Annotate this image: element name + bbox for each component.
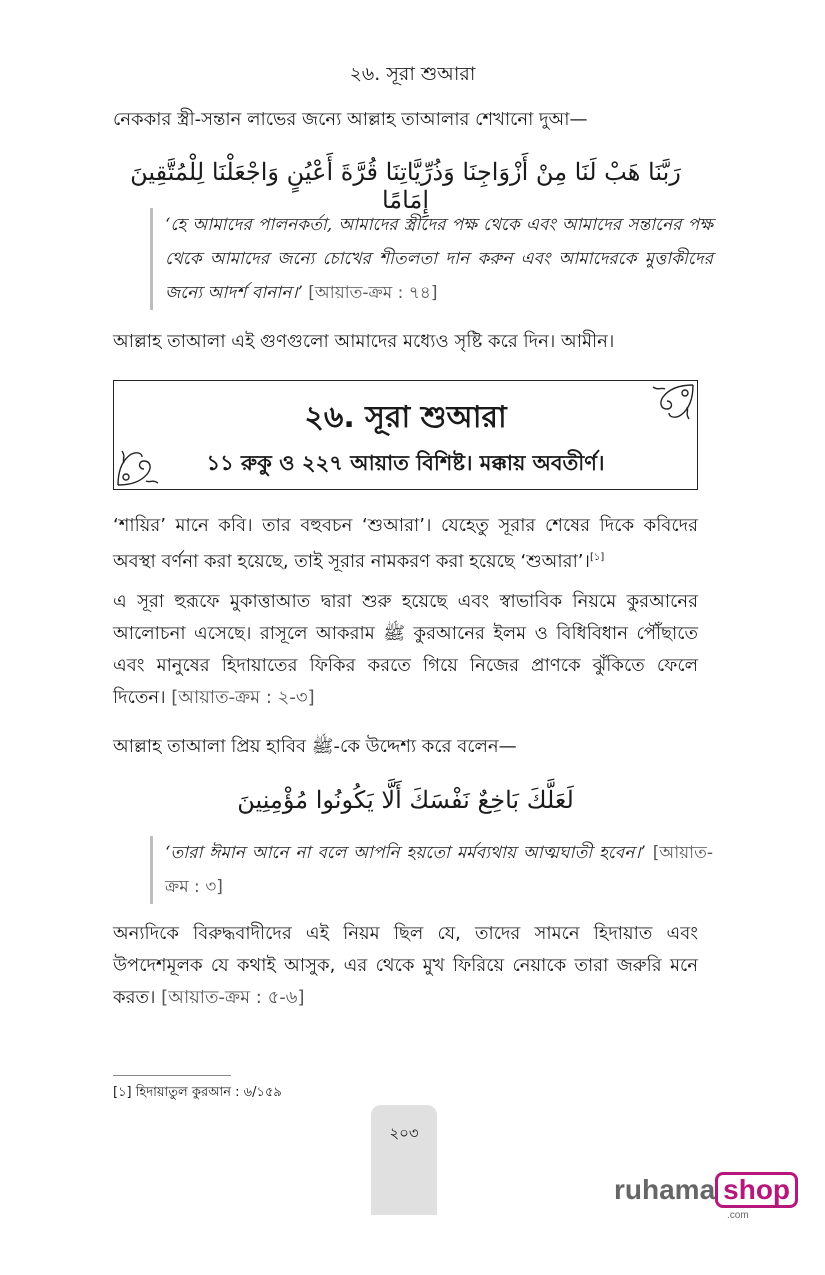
translation-quote-1	[150, 208, 713, 310]
footnote-marker: [১]	[589, 552, 605, 563]
arabic-ayah-2: لَعَلَّكَ بَاخِعٌ نَفْسَكَ أَلَّا يَكُونُوا مُؤْمِنِينَ	[237, 786, 574, 814]
running-header: ২৬. সূরা শুআরা	[349, 63, 476, 85]
paragraph-naming	[113, 510, 698, 578]
surah-title: ২৬. সূরা শুআরা	[304, 400, 507, 435]
ayah-reference: [আয়াত-ক্রম : ২-৩]	[171, 687, 315, 708]
paragraph-text: অন্যদিকে বিরুদ্ধবাদীদের এই নিয়ম ছিল যে, তাদের সামনে হিদায়াত এবং উপদেশমূলক যে কথাই আসুক, এর থেকে মুখ ফিরিয়ে নেয়াকে তারা জরুরি মনে করত।	[113, 923, 698, 1008]
logo-domain-suffix: .com	[727, 1210, 749, 1221]
ayah-reference: [আয়াত-ক্রম : ৩]	[165, 843, 713, 897]
footnote-divider	[113, 1075, 231, 1076]
translation-text: ‘তারা ঈমান আনে না বলে আপনি হয়তো মর্মব্যথায় আত্মঘাতী হবেন।’	[165, 843, 646, 863]
surah-title-box	[113, 380, 698, 490]
logo-ruhama-text: ruhama	[614, 1174, 716, 1205]
page-number: ২০৩	[389, 1124, 419, 1142]
dua-paragraph: আল্লাহ তাআলা এই গুণগুলো আমাদের মধ্যেও সৃষ্টি করে দিন। আমীন।	[113, 331, 615, 352]
logo-shop-text: shop	[715, 1172, 798, 1208]
corner-ornament-icon	[116, 447, 162, 487]
arabic-ayah-1: رَبَّنَا هَبْ لَنَا مِنْ أَزْوَاجِنَا وَذُرِّيَّاتِنَا قُرَّةَ أَعْيُنٍ وَاجْعَلْنَا لِلْمُتَّقِينَ إِمَامًا	[130, 158, 681, 214]
surah-subtitle: ১১ রুকু ও ২২৭ আয়াত বিশিষ্ট। মক্কায় অবতীর্ণ।	[206, 451, 605, 475]
ayah-reference: [আয়াত-ক্রম : ৫-৬]	[161, 987, 305, 1008]
footnote: [১] হিদায়াতুল কুরআন : ৬/১৫৯	[113, 1085, 282, 1100]
intro-paragraph: নেককার স্ত্রী-সন্তান লাভের জন্যে আল্লাহ তাআলার শেখানো দুআ—	[113, 109, 588, 130]
ruhamashop-logo	[614, 1172, 798, 1221]
paragraph-address: আল্লাহ তাআলা প্রিয় হাবিব ﷺ-কে উদ্দেশ্য করে বলেন—	[113, 736, 517, 757]
paragraph-text: ‘শায়ির’ মানে কবি। তার বহুবচন ‘শুআরা’। যেহেতু সূরার শেষের দিকে কবিদের অবস্থা বর্ণনা করা হয়েছে, তাই সূরার নামকরণ করা হয়েছে ‘শুআরা’।	[113, 515, 698, 572]
translation-quote-2	[150, 836, 713, 904]
translation-text: ‘হে আমাদের পালনকর্তা, আমাদের স্ত্রীদের পক্ষ থেকে এবং আমাদের সন্তানের পক্ষ থেকে আমাদের জন্যে চোখের শীতলতা দান করুন এবং আমাদেরকে মুত্তাকীদের জন্যে আদর্শ বানান।’	[165, 215, 713, 303]
paragraph-opponents	[113, 918, 698, 1014]
ayah-reference: [আয়াত-ক্রম : ৭৪]	[308, 283, 438, 303]
paragraph-text: এ সূরা হুরূফে মুকাত্তাআত দ্বারা শুরু হয়েছে এবং স্বাভাবিক নিয়মে কুরআনের আলোচনা এসেছে। রাসূলে আকরাম ﷺ কুরআনের ইলম ও বিধিবিধান পৌঁছাতে এবং মানুষের হিদায়াতের ফিকির করতে গিয়ে নিজের প্রাণকে ঝুঁকিতে ফেলে দিতেন।	[113, 591, 698, 708]
paragraph-background	[113, 586, 698, 714]
